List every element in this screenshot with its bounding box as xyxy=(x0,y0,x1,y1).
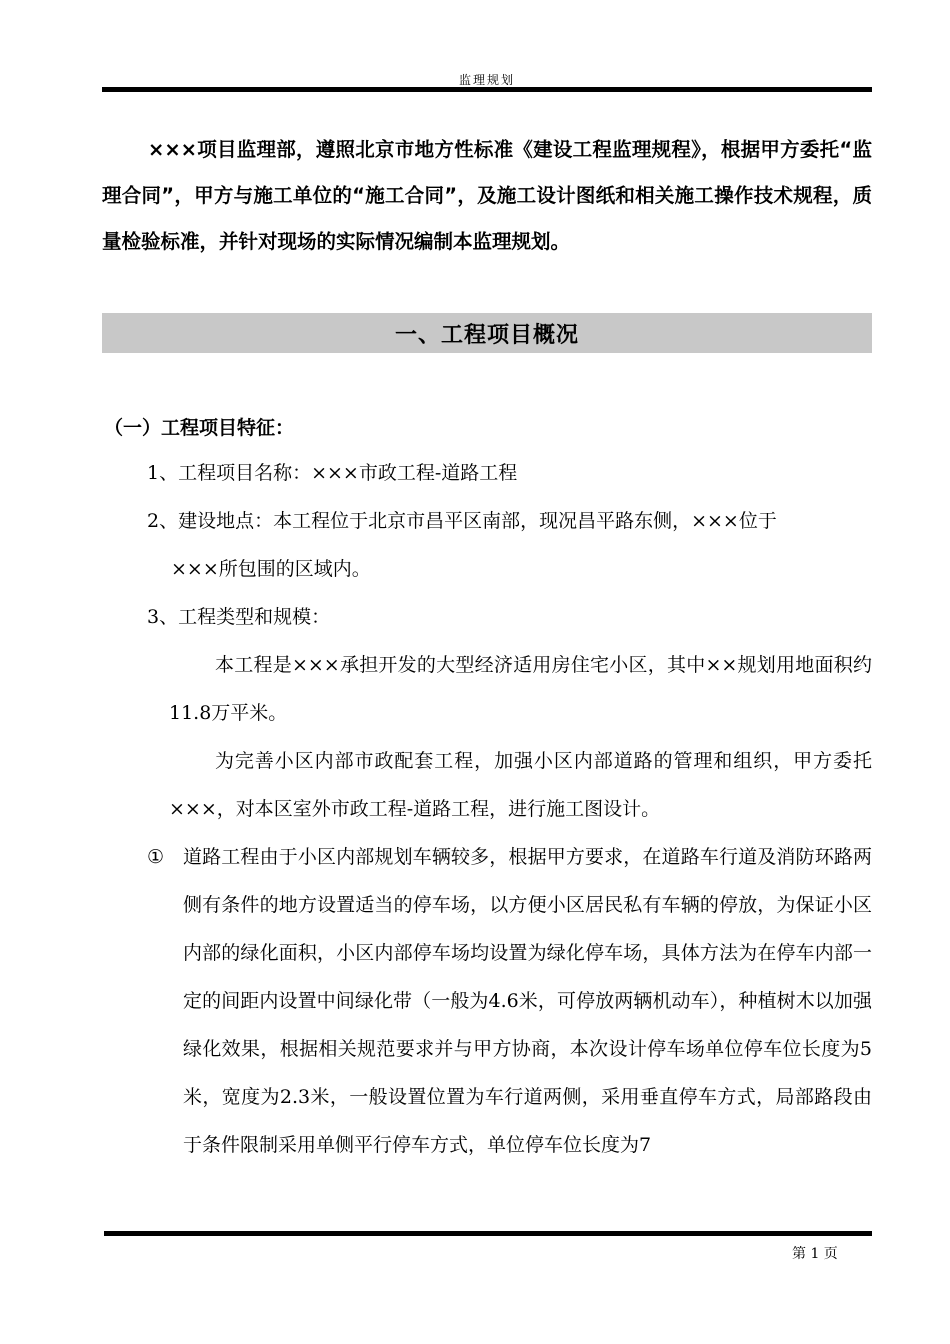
subsection-title: （一）工程项目特征： xyxy=(104,417,295,439)
section-title: 一、工程项目概况 xyxy=(394,322,579,348)
section-heading-bar xyxy=(102,313,872,353)
footer-rule xyxy=(104,1231,872,1236)
page-header-title: 监理规划 xyxy=(458,73,515,87)
header-rule xyxy=(102,87,872,92)
intro-paragraph: ×××项目监理部，遵照北京市地方性标准《建设工程监理规程》，根据甲方委托“监理合同”，甲方与施工单位的“施工合同”，及施工设计图纸和相关施工操作技术规程，质量检验标准，并针对现场的实际情况编制本监理规划。 xyxy=(102,138,872,253)
site-line-1: 2、建设地点：本工程位于北京市昌平区南部，现况昌平路东侧，×××位于 xyxy=(147,510,777,532)
item-project-name: 1、工程项目名称：×××市政工程-道路工程 xyxy=(147,462,518,484)
numbered-paragraph-text: 道路工程由于小区内部规划车辆较多，根据甲方要求，在道路车行道及消防环路两侧有条件的地方设置适当的停车场，以方便小区居民私有车辆的停放，为保证小区内部的绿化面积，小区内部停车场均设置为绿化停车场，具体方法为在停车内部一定的间距内设置中间绿化带（一般为4.6米，可停放两辆机动车），种植树木以加强绿化效果，根据相关规范要求并与甲方协商，本次设计停车场单位停车位长度为5米，宽度为2.3米，一般设置位置为车行道两侧，采用垂直停车方式，局部路段由于条件限制采用单侧平行停车方式，单位停车位长度为7 xyxy=(183,846,872,1156)
page-number: 第 1 页 xyxy=(792,1246,838,1262)
body-paragraph-1: 本工程是×××承担开发的大型经济适用房住宅小区，其中××规划用地面积约11.8万平米。 xyxy=(169,654,872,724)
circled-number-marker: ① xyxy=(147,846,165,868)
item-project-type: 3、工程类型和规模： xyxy=(147,606,331,628)
body-paragraph-2: 为完善小区内部市政配套工程，加强小区内部道路的管理和组织，甲方委托×××，对本区室外市政工程-道路工程，进行施工图设计。 xyxy=(169,750,872,820)
item-construction-site xyxy=(147,497,872,593)
site-line-2: ×××所包围的区域内。 xyxy=(171,558,371,580)
numbered-paragraph-1 xyxy=(147,833,872,1169)
